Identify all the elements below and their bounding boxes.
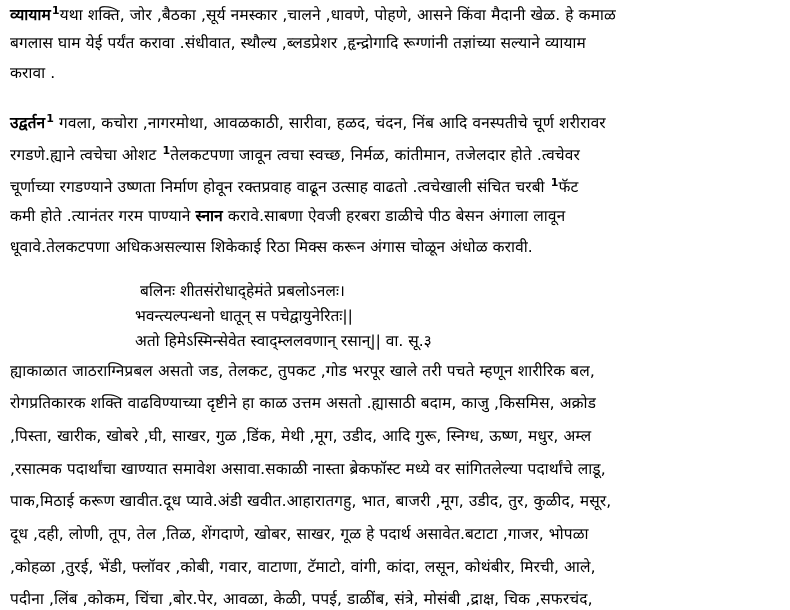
udvartan-text-2a: रगडणे.ह्याने त्वचेचा ओशट: [10, 146, 162, 164]
body-text-7: ,कोहळा ,तुरई, भेंडी, फ्लॉवर ,कोबी, गवार, वाटाणा, टॅमाटो, वांगी, कांदा, लसून, कोथंबीर, मिरची, आले,: [10, 558, 596, 576]
vyayam-text-1: यथा शक्ति, जोर ,बैठका ,सूर्य नमस्कार ,चालने ,धावणे, पोहणे, आसने किंवा मैदानी खेळ. हे कमाळ: [59, 6, 616, 24]
body-text-1: ह्याकाळात जाठराग्निप्रबल असतो जड, तेलकट, तुपकट ,गोड भरपूर खाले तरी पचते म्हणून शारीरिक बल,: [10, 362, 595, 380]
body-line-7: [10, 556, 596, 578]
vyayam-text-2: बगलास घाम येई पर्यंत करावा .संधीवात, स्थौल्य ,ब्लडप्रेशर ,हृन्द्रोगादि रूग्णांनी तज्ञांच्या सल्याने व्यायाम: [10, 34, 586, 52]
udvartan-footnote-mark: 1: [46, 112, 55, 125]
body-text-6: दूध ,दही, लोणी, तूप, तेल ,तिळ, शेंगदाणे, खोबर, साखर, गूळ हे पदार्थ असावेत.बटाटा ,गाजर, भोपळा: [10, 525, 589, 543]
udvartan-line-3: [10, 172, 578, 198]
vyayam-line-1: [10, 0, 616, 26]
udvartan-line-4: [10, 205, 565, 227]
udvartan-text-4a: कमी होते .त्यानंतर गरम पाण्याने: [10, 207, 196, 225]
body-text-3: ,पिस्ता, खारीक, खोबरे ,घी, साखर, गुळ ,डिंक, मेथी ,मूग, उडीद, आदि गुरू, स्निग्ध, ऊष्ण, मधुर, अम्ल: [10, 427, 592, 445]
body-text-4: ,रसात्मक पदार्थांचा खाण्यात समावेश असावा.सकाळी नास्ता ब्रेकफॉस्ट मध्ये वर सांगितलेल्या पदार्थांचे लाडू,: [10, 460, 606, 478]
vyayam-text-3: करावा .: [10, 64, 56, 82]
udvartan-text-1: गवला, कचोरा ,नागरमोथा, आवळकाठी, सारीवा, हळद, चंदन, निंब आदि वनस्पतीचे चूर्ण शरीरावर: [59, 114, 606, 132]
udvartan-footnote-mark-3: 1: [550, 176, 559, 189]
udvartan-text-5: धूवावे.तेलकटपणा अधिकअसल्यास शिकेकाई रिठा मिक्स करून अंगास चोळून अंधोळ करावी.: [10, 238, 533, 256]
udvartan-line-2: [10, 140, 580, 166]
body-line-3: [10, 425, 591, 447]
verse-line-2: भवन्त्यल्पन्धनो धातून् स पचेद्वायुनेरितः||: [135, 307, 353, 325]
vyayam-heading: व्यायाम: [10, 6, 51, 24]
vyayam-line-3: [10, 62, 55, 84]
verse-line-3: अतो हिमेऽस्मिन्सेवेत स्वाद्म्ललवणान् रसान्|| वा. सू.३: [135, 332, 432, 350]
body-line-2: [10, 392, 596, 414]
body-line-4: [10, 458, 606, 480]
body-line-1: [10, 360, 595, 382]
body-text-5: पाक,मिठाई करूण खावीत.दूध प्यावे.अंडी खवीत.आहारातगहु, भात, बाजरी ,मूग, उडीद, तुर, कुळीद, मसूर,: [10, 492, 612, 510]
vyayam-footnote-mark: 1: [51, 4, 60, 17]
body-text-8: पदीना ,लिंब ,कोकम, चिंचा ,बोर.पेर, आवळा, केळी, पपई, डाळींब, संत्रे, मोसंबी ,द्राक्ष, चिक ,सफरचंद,: [10, 590, 593, 608]
body-text-2: रोगप्रतिकारक शक्ति वाढविण्याच्या दृष्टीने हा काळ उत्तम असतो .ह्यासाठी बदाम, काजु ,किसमिस, अक्रोड: [10, 394, 597, 412]
verse-line-1: बलिनः शीतसंरोधाद्हेमंते प्रबलोऽनलः।: [140, 282, 345, 300]
body-line-5: [10, 490, 611, 512]
udvartan-text-3a: चूर्णाच्या रगडण्याने उष्णता निर्माण होवून रक्तप्रवाह वाढून उत्साह वाढतो .त्वचेखाली संचित चरबी: [10, 178, 550, 196]
snan-bold-word: स्नान: [195, 207, 223, 225]
body-line-6: [10, 523, 589, 545]
udvartan-heading: उद्वर्तन: [10, 114, 46, 132]
udvartan-text-2b: तेलकटपणा जावून त्वचा स्वच्छ, निर्मळ, कांतीमान, तजेलदार होते .त्वचेवर: [170, 146, 580, 164]
vyayam-line-2: [10, 32, 586, 54]
udvartan-footnote-mark-2: 1: [162, 144, 171, 157]
udvartan-text-3b: फॅट: [558, 178, 579, 196]
body-line-8: [10, 588, 593, 610]
udvartan-line-1: [10, 108, 606, 134]
udvartan-line-5: [10, 236, 533, 258]
udvartan-text-4b: करावे.साबणा ऐवजी हरबरा डाळीचे पीठ बेसन अंगाला लावून: [222, 207, 566, 225]
